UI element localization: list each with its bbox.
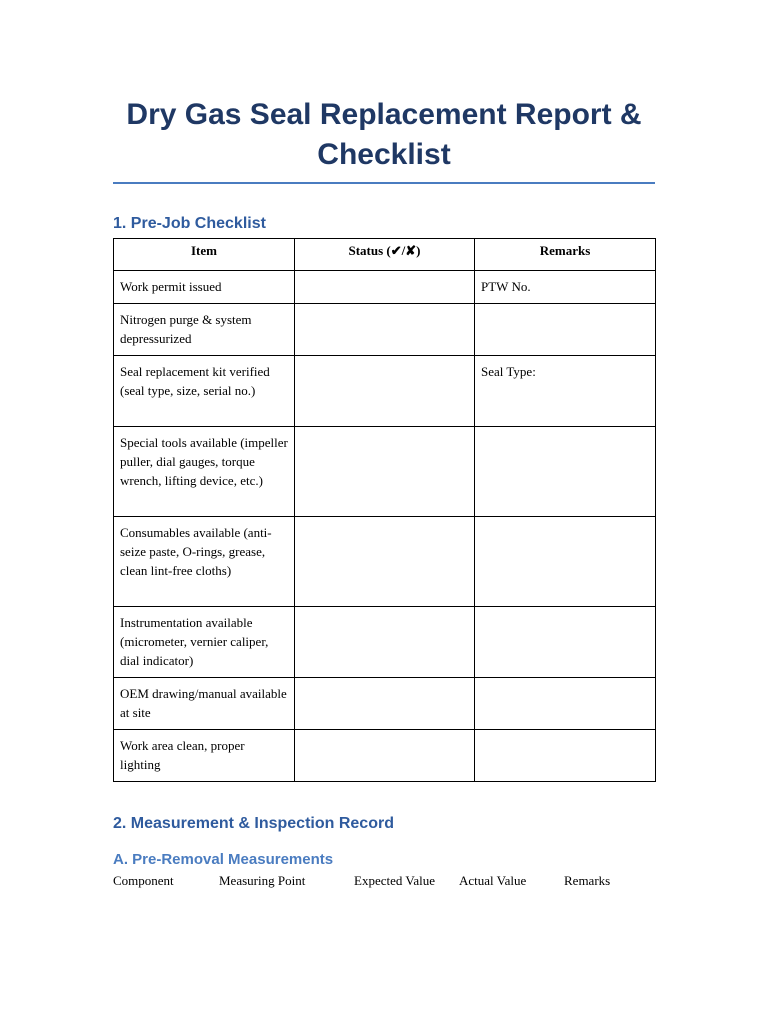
table-row — [114, 356, 656, 427]
table-row — [114, 304, 656, 356]
status-cell[interactable] — [295, 678, 475, 730]
column-header-measuring-point: Measuring Point — [219, 873, 306, 888]
column-header-remarks: Remarks — [475, 239, 656, 271]
status-cell[interactable] — [295, 304, 475, 356]
table-row — [114, 517, 656, 607]
title-divider — [113, 182, 655, 184]
status-cell[interactable] — [295, 356, 475, 427]
table-header-row — [114, 239, 656, 271]
item-cell: Instrumentation available (micrometer, vernier caliper, dial indicator) — [114, 607, 295, 678]
document-title: Dry Gas Seal Replacement Report & Checklist — [126, 98, 642, 171]
status-cell[interactable] — [295, 517, 475, 607]
remarks-cell[interactable] — [475, 304, 656, 356]
section-1-heading: 1. Pre-Job Checklist — [113, 215, 266, 232]
item-cell: Work permit issued — [114, 271, 295, 304]
status-cell[interactable] — [295, 427, 475, 517]
remarks-cell[interactable] — [475, 607, 656, 678]
remarks-cell[interactable] — [475, 678, 656, 730]
status-cell[interactable] — [295, 607, 475, 678]
table-row — [114, 271, 656, 304]
table-row — [114, 607, 656, 678]
column-header-expected-value: Expected Value — [354, 873, 435, 888]
subsection-a-heading: A. Pre-Removal Measurements — [113, 851, 334, 868]
item-cell: Consumables available (anti-seize paste, O-rings, grease, clean lint-free cloths) — [114, 517, 295, 607]
item-cell: OEM drawing/manual available at site — [114, 678, 295, 730]
status-cell[interactable] — [295, 271, 475, 304]
item-cell: Work area clean, proper lighting — [114, 730, 295, 782]
column-header-item: Item — [114, 239, 295, 271]
item-cell: Special tools available (impeller puller, dial gauges, torque wrench, lifting device, etc.) — [114, 427, 295, 517]
table-row — [114, 427, 656, 517]
table-row — [114, 730, 656, 782]
remarks-cell[interactable] — [475, 427, 656, 517]
column-header-remarks: Remarks — [564, 873, 611, 888]
remarks-cell[interactable] — [475, 517, 656, 607]
measurement-column-headers — [113, 872, 655, 890]
item-cell: Nitrogen purge & system depressurized — [114, 304, 295, 356]
document-page — [113, 0, 655, 890]
column-header-component: Component — [113, 873, 174, 888]
remarks-cell[interactable] — [475, 730, 656, 782]
remarks-cell[interactable]: PTW No. — [475, 271, 656, 304]
item-cell: Seal replacement kit verified (seal type, size, serial no.) — [114, 356, 295, 427]
column-header-actual-value: Actual Value — [459, 873, 527, 888]
column-header-status: Status (✔/✘) — [295, 239, 475, 271]
pre-job-checklist-table — [113, 238, 656, 782]
section-2-heading: 2. Measurement & Inspection Record — [113, 815, 394, 832]
remarks-cell[interactable]: Seal Type: — [475, 356, 656, 427]
table-row — [114, 678, 656, 730]
status-cell[interactable] — [295, 730, 475, 782]
